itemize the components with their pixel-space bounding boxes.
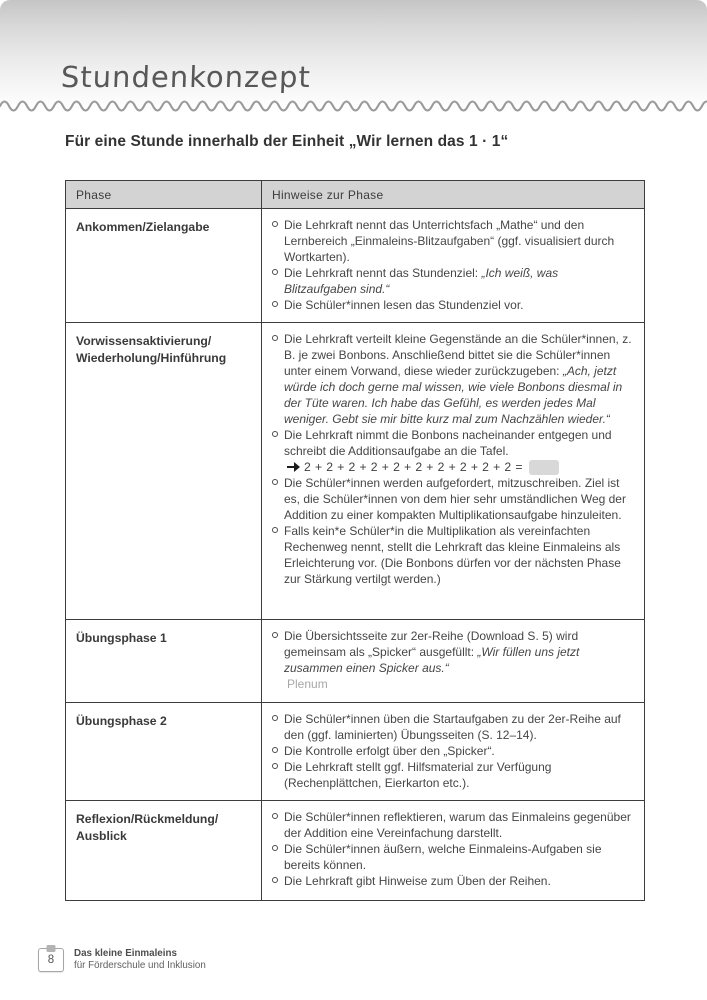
column-header-phase: Phase xyxy=(66,181,261,208)
bullet-item xyxy=(272,331,632,427)
page-title: Stundenkonzept xyxy=(60,60,312,94)
plain-text: Die Schüler*innen werden aufgefordert, mitzuschreiben. Ziel ist es, die Schüler*innen von dem hier sehr umständlichen Weg der Addition zu einer kompakten Multiplikationsaufgabe hinzuleiten. xyxy=(284,476,626,522)
circle-bullet-icon xyxy=(272,221,278,227)
circle-bullet-icon xyxy=(272,813,278,819)
section-heading: Für eine Stunde innerhalb der Einheit „Wir lernen das 1 · 1“ xyxy=(65,133,509,150)
plain-text: Die Übersichtsseite zur 2er-Reihe (Download S. 5) wird gemeinsam als „Spicker“ ausgefüllt: xyxy=(284,629,579,659)
table-row xyxy=(66,702,644,800)
bullet-item xyxy=(272,873,632,889)
table-body xyxy=(66,208,644,900)
circle-bullet-icon xyxy=(272,877,278,883)
phase-cell xyxy=(66,209,261,322)
circle-bullet-icon xyxy=(272,527,278,533)
table-row xyxy=(66,208,644,322)
bullet-item xyxy=(272,743,632,759)
plain-text: Die Lehrkraft nennt das Stundenziel: xyxy=(284,266,482,280)
bullet-text xyxy=(284,711,632,743)
circle-bullet-icon xyxy=(272,301,278,307)
equation-line xyxy=(287,459,632,475)
equation-text: 2 + 2 + 2 + 2 + 2 + 2 + 2 + 2 + 2 + 2 = xyxy=(304,460,523,474)
bullet-text xyxy=(284,297,632,313)
plain-text: Die Schüler*innen lesen das Stundenziel vor. xyxy=(284,298,524,312)
blank-answer-box xyxy=(529,460,559,475)
phase-table xyxy=(65,180,645,901)
bullet-item xyxy=(272,427,632,459)
footer-text xyxy=(74,948,206,972)
hints-cell xyxy=(261,209,644,322)
bullet-text xyxy=(284,523,632,587)
plain-text: Die Lehrkraft nennt das Unterrichtsfach „Mathe“ und den Lernbereich „Einmaleins-Blitzaufgaben“ (ggf. visualisiert durch Wortkarten). xyxy=(284,218,615,264)
phase-label-line: Vorwissensaktivierung/ xyxy=(76,334,212,348)
plain-text: Die Lehrkraft nimmt die Bonbons nacheinander entgegen und schreibt die Additionsaufgabe an die Tafel. xyxy=(284,428,612,458)
circle-bullet-icon xyxy=(272,431,278,437)
circle-bullet-icon xyxy=(272,715,278,721)
circle-bullet-icon xyxy=(272,335,278,341)
bullet-text xyxy=(284,475,632,523)
circle-bullet-icon xyxy=(272,479,278,485)
plain-text: Die Schüler*innen reflektieren, warum das Einmaleins gegenüber der Addition eine Vereinfachung darstellt. xyxy=(284,810,631,840)
table-header-row xyxy=(66,181,644,208)
page-number: 8 xyxy=(47,954,55,966)
circle-bullet-icon xyxy=(272,269,278,275)
bullet-item xyxy=(272,759,632,791)
bullet-item xyxy=(272,523,632,587)
plain-text: Die Lehrkraft gibt Hinweise zum Üben der Reihen. xyxy=(284,874,551,888)
bullet-item xyxy=(272,809,632,841)
bullet-item xyxy=(272,217,632,265)
bullet-text xyxy=(284,217,632,265)
bullet-text xyxy=(284,427,632,459)
bullet-text xyxy=(284,841,632,873)
phase-label-line: Ausblick xyxy=(76,829,127,843)
circle-bullet-icon xyxy=(272,763,278,769)
circle-bullet-icon xyxy=(272,845,278,851)
phase-cell xyxy=(66,323,261,619)
hints-cell xyxy=(261,620,644,702)
bullet-text xyxy=(284,873,632,889)
page-number-badge xyxy=(38,948,64,972)
phase-cell xyxy=(66,703,261,800)
quoted-italic-text: „Wir füllen uns jetzt zusammen einen Spicker aus.“ xyxy=(284,645,580,675)
quoted-italic-text: „Ich weiß, was Blitzaufgaben sind.“ xyxy=(284,266,559,296)
bullet-item xyxy=(272,297,632,313)
bullet-text xyxy=(284,743,632,759)
right-arrow-icon xyxy=(287,462,300,473)
group-form-note: Plenum xyxy=(287,677,328,691)
bullet-text xyxy=(284,265,632,297)
page-footer xyxy=(38,948,206,972)
table-row xyxy=(66,322,644,619)
plain-text: Die Lehrkraft stellt ggf. Hilfsmaterial zur Verfügung (Rechenplättchen, Eierkarton etc.). xyxy=(284,760,552,790)
plain-text: Die Lehrkraft verteilt kleine Gegenstände an die Schüler*innen, z. B. je zwei Bonbons. Anschließend bittet sie die Schüler*innen unter einem Vorwand, diese wieder zurückzugeben: xyxy=(284,332,632,378)
table-row xyxy=(66,800,644,900)
phase-label-line: Übungsphase 1 xyxy=(76,631,167,645)
phase-label-line: Übungsphase 2 xyxy=(76,714,167,728)
bullet-item xyxy=(272,475,632,523)
bullet-text xyxy=(284,809,632,841)
plain-text: Die Schüler*innen üben die Startaufgaben zu der 2er-Reihe auf den (ggf. laminierten) Übungsseiten (S. 12–14). xyxy=(284,712,621,742)
table-row xyxy=(66,619,644,702)
bullet-item xyxy=(272,841,632,873)
plain-text: Die Kontrolle erfolgt über den „Spicker“. xyxy=(284,744,495,758)
column-header-hinweise: Hinweise zur Phase xyxy=(261,181,644,208)
phase-cell xyxy=(66,801,261,900)
series-title: Das kleine Einmaleins xyxy=(74,948,177,959)
wavy-divider xyxy=(0,96,707,116)
plain-text: Die Schüler*innen äußern, welche Einmaleins-Aufgaben sie bereits können. xyxy=(284,842,602,872)
phase-label-line: Wiederholung/Hinführung xyxy=(76,351,227,365)
bullet-item xyxy=(272,628,632,676)
tape-tab-icon xyxy=(47,945,56,952)
bullet-text xyxy=(284,628,632,676)
hints-cell xyxy=(261,323,644,619)
bullet-item xyxy=(272,711,632,743)
circle-bullet-icon xyxy=(272,747,278,753)
hints-cell xyxy=(261,801,644,900)
plain-text: Falls kein*e Schüler*in die Multiplikation als vereinfachten Rechenweg nennt, stellt die Lehrkraft das kleine Einmaleins als Erleichterung vor. (Die Bonbons dürfen vor der nächsten Phase zur Stärkung vertilgt werden.) xyxy=(284,524,621,586)
phase-label-line: Reflexion/Rückmeldung/ xyxy=(76,812,219,826)
bullet-text xyxy=(284,331,632,427)
quoted-italic-text: „Ach, jetzt würde ich doch gerne mal wissen, wie viele Bonbons diesmal in der Tüte waren. Ich habe das Gefühl, es werden jedes Mal weniger. Gebt sie mir bitte kurz mal zum Nachzählen wieder.“ xyxy=(284,364,623,426)
bullet-item xyxy=(272,265,632,297)
phase-label-line: Ankommen/Zielangabe xyxy=(76,220,210,234)
series-subtitle: für Förderschule und Inklusion xyxy=(74,960,206,971)
hints-cell xyxy=(261,703,644,800)
circle-bullet-icon xyxy=(272,632,278,638)
bullet-text xyxy=(284,759,632,791)
phase-cell xyxy=(66,620,261,702)
